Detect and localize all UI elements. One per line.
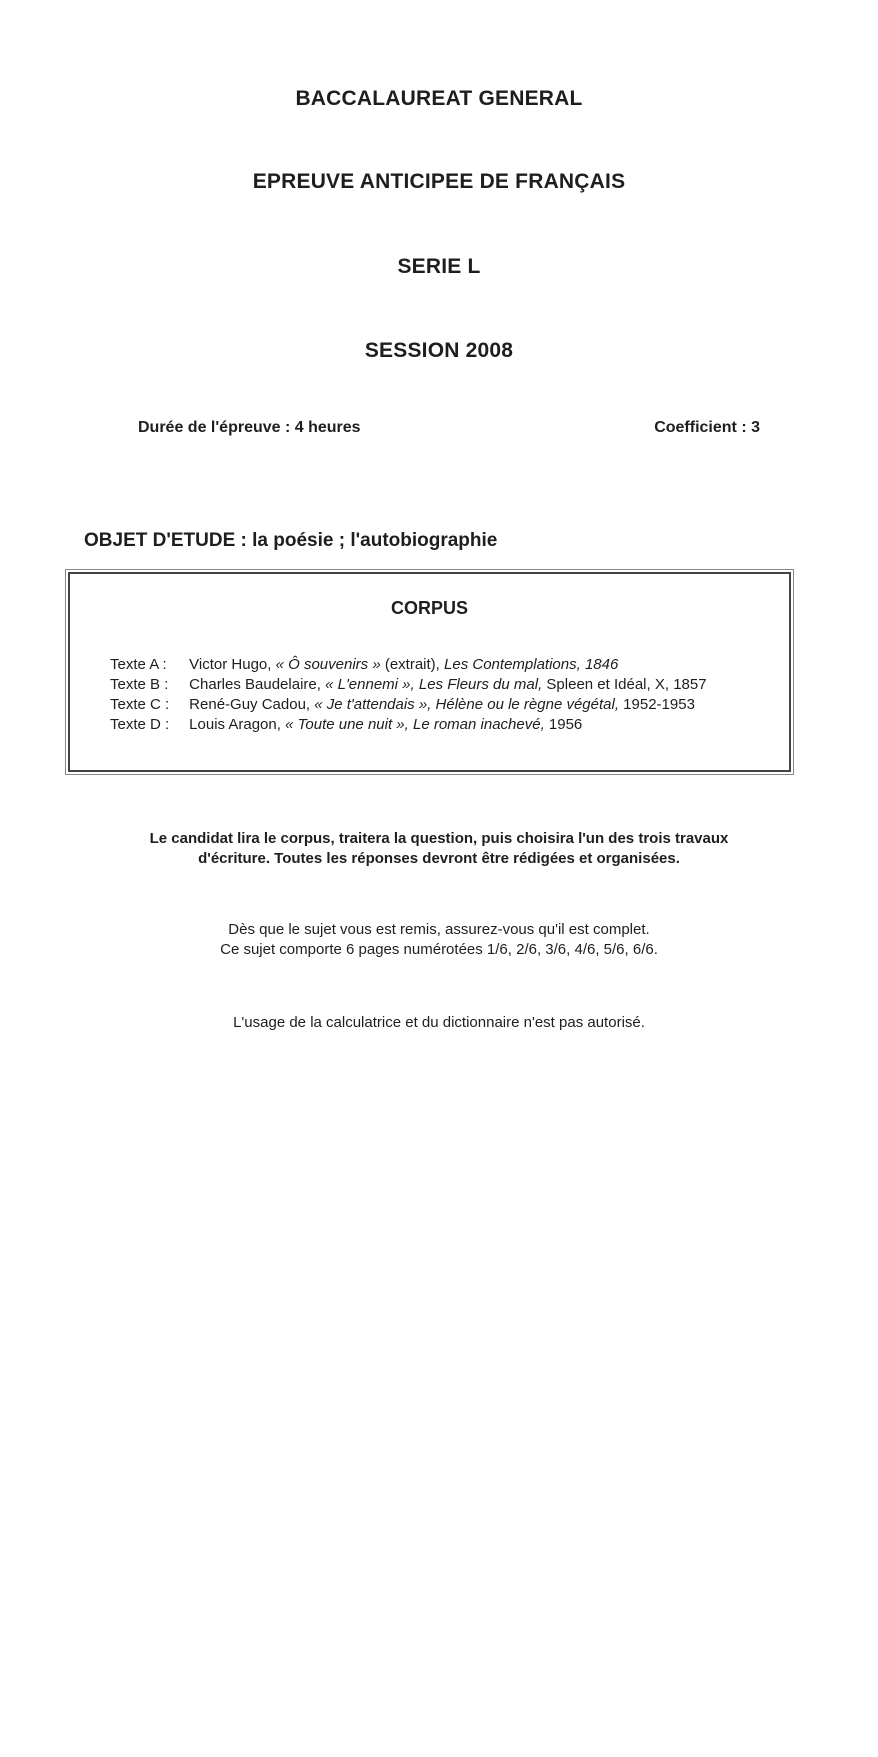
text-date: 1956: [548, 716, 583, 733]
text-work: « L'ennemi »,: [325, 676, 415, 693]
usage-notice: L'usage de la calculatrice et du dictionnaire n'est pas autorisé.: [233, 1014, 645, 1031]
text-author: René-Guy Cadou,: [189, 696, 311, 713]
instructions-line-1: Le candidat lira le corpus, traitera la question, puis choisira l'un des trois travaux: [149, 830, 729, 847]
text-date: 1952-1953: [623, 696, 695, 713]
exam-duration: Durée de l'épreuve : 4 heures: [138, 419, 361, 436]
text-work: « Je t'attendais »,: [314, 696, 432, 713]
text-author: Louis Aragon,: [189, 716, 281, 733]
completeness-notice: [0, 920, 878, 960]
text-work: « Ô souvenirs »: [275, 656, 381, 673]
text-date: 1857: [673, 676, 707, 693]
text-author: Charles Baudelaire,: [189, 676, 321, 693]
notice-line-1: Dès que le sujet vous est remis, assurez-vous qu'il est complet.: [228, 921, 650, 938]
corpus-title: CORPUS: [390, 598, 468, 618]
corpus-text-a: [110, 655, 707, 675]
candidate-instructions: [0, 829, 878, 869]
text-label: Texte B :: [110, 676, 169, 693]
corpus-box: [68, 572, 791, 772]
corpus-text-c: [110, 695, 707, 715]
text-label: Texte A :: [110, 656, 167, 673]
corpus-text-list: [110, 655, 707, 735]
text-author: Victor Hugo,: [189, 656, 272, 673]
text-collection: Hélène ou le règne végétal,: [435, 696, 619, 713]
text-work: « Toute une nuit »,: [285, 716, 409, 733]
text-label: Texte C :: [110, 696, 170, 713]
text-collection: Les Fleurs du mal,: [418, 676, 543, 693]
text-extra: (extrait),: [384, 656, 440, 673]
notice-line-2: Ce sujet comporte 6 pages numérotées 1/6, 2/6, 3/6, 4/6, 5/6, 6/6.: [220, 941, 658, 958]
objet-etude: OBJET D'ETUDE : la poésie ; l'autobiographie: [84, 530, 498, 551]
exam-title: BACCALAUREAT GENERAL: [295, 87, 583, 110]
exam-coefficient: Coefficient : 3: [654, 419, 760, 436]
corpus-text-d: [110, 715, 707, 735]
corpus-text-b: [110, 675, 707, 695]
session-title: SESSION 2008: [364, 339, 514, 362]
serie-title: SERIE L: [397, 255, 481, 278]
instructions-line-2: d'écriture. Toutes les réponses devront être rédigées et organisées.: [198, 850, 680, 867]
text-collection: Les Contemplations, 1846: [444, 656, 619, 673]
text-label: Texte D :: [110, 716, 170, 733]
epreuve-title: EPREUVE ANTICIPEE DE FRANÇAIS: [252, 170, 626, 193]
text-section: Spleen et Idéal, X,: [546, 676, 670, 693]
text-collection: Le roman inachevé,: [412, 716, 545, 733]
